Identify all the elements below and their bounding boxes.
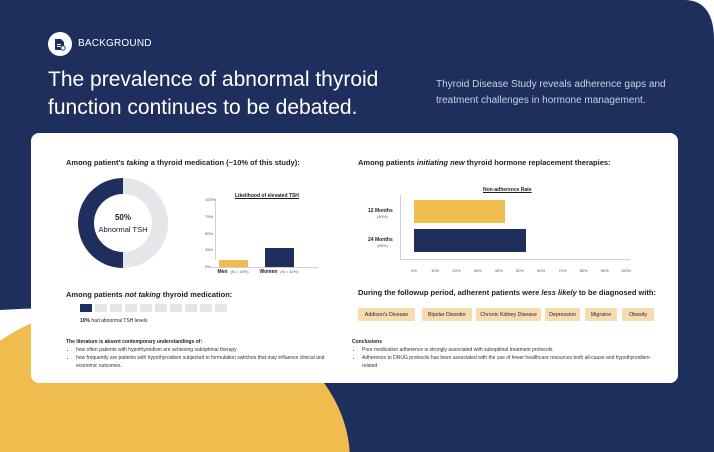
- y-category-label: 12 Months: [368, 208, 393, 214]
- x-tick-label: 60%: [537, 268, 546, 273]
- condition-chip: Depression: [545, 308, 580, 321]
- x-tick-label: 50%: [515, 268, 525, 273]
- condition-chip: Obesity: [622, 308, 654, 321]
- non-adherence-bar: [414, 200, 505, 223]
- list-item: • Poor medication adherence is strongly associated with suboptimal treatment protocols.: [362, 346, 652, 354]
- taking-medication-heading: Among patient's taking a thyroid medication (~10% of this study):: [66, 158, 300, 167]
- page-subtitle: Thyroid Disease Study reveals adherence gaps and treatment challenges in hormone management.: [436, 79, 666, 106]
- empty-square: [95, 304, 107, 312]
- condition-chip: Migraine: [585, 308, 617, 321]
- not-taking-stat: 10% had abnormal TSH levels: [80, 318, 148, 324]
- non-adherence-baseline: [400, 259, 630, 260]
- non-adherence-axis: [400, 195, 401, 259]
- literature-list: [76, 346, 326, 370]
- empty-square: [185, 304, 197, 312]
- condition-chip: Addison's Disease: [358, 308, 415, 321]
- category-sub: (N = 42%): [280, 269, 299, 274]
- category-name: Men: [217, 269, 228, 275]
- document-icon: [48, 32, 72, 56]
- y-tick-label: 50%: [205, 230, 214, 236]
- non-adherence-chart-title: Non-adherence Rate: [483, 187, 532, 193]
- list-item: • how often patients with hypothyroidism are achieving suboptimal therapy: [76, 346, 326, 354]
- category-sub: (N = 15%): [230, 269, 249, 274]
- y-tick-label: 25%: [205, 247, 214, 253]
- empty-square: [200, 304, 212, 312]
- tsh-bar-women: [265, 248, 294, 267]
- condition-chip: Chronic Kidney Disease: [476, 308, 541, 321]
- section-label: BACKGROUND: [78, 38, 152, 49]
- filled-square: [80, 304, 92, 312]
- x-tick-label: 40%: [494, 268, 503, 273]
- tsh-chart-baseline: [206, 267, 318, 268]
- x-tick-label: 0%: [411, 268, 417, 273]
- empty-square: [140, 304, 152, 312]
- initiating-therapy-heading: Among patients initiating new thyroid hormone replacement therapies:: [358, 158, 611, 167]
- donut-percent: 50%: [114, 212, 131, 222]
- x-tick-label: 30%: [473, 268, 482, 273]
- page-title: The prevalence of abnormal thyroid function continues to be debated.: [48, 68, 379, 119]
- x-tick-label: 70%: [558, 268, 567, 273]
- empty-square: [170, 304, 182, 312]
- x-category-label: [217, 269, 248, 275]
- y-category-sub: (40%): [377, 214, 388, 219]
- x-tick-label: 90%: [600, 268, 609, 273]
- abnormal-tsh-donut: [78, 178, 168, 268]
- non-adherence-bar: [414, 229, 526, 252]
- list-item: • Adherence to DRUG protocols has been associated with the use of fewer healthcare resources both all-cause and hypothyroidism-related: [362, 354, 652, 370]
- y-category-sub: (65%): [377, 243, 388, 248]
- x-tick-label: 20%: [452, 268, 461, 273]
- tsh-chart-axis: [215, 198, 216, 260]
- x-tick-label: 100%: [620, 268, 632, 273]
- condition-chip: Bipolar Disorder: [422, 308, 472, 321]
- x-category-label: [259, 269, 298, 275]
- followup-heading: During the followup period, adherent patients were less likely to be diagnosed with:: [358, 288, 656, 297]
- empty-square: [125, 304, 137, 312]
- empty-square: [215, 304, 227, 312]
- tsh-bar-men: [219, 260, 248, 267]
- list-item: • how frequently are patients with hypothyroidism subjected to formulation switches that may influence clinical and economic outcomes.: [76, 354, 326, 370]
- y-tick-label: 75%: [205, 213, 214, 219]
- y-tick-label: 100%: [205, 197, 216, 202]
- y-category-label: 24 Months: [368, 237, 393, 243]
- category-name: Women: [259, 269, 278, 275]
- not-taking-heading: Among patients not taking thyroid medication:: [66, 290, 233, 299]
- x-tick-label: 10%: [431, 268, 440, 273]
- conclusions-list: [362, 346, 652, 370]
- empty-square: [110, 304, 122, 312]
- donut-label: Abnormal TSH: [98, 224, 148, 234]
- empty-square: [155, 304, 167, 312]
- literature-title: The literature is absent contemporary understandings of:: [66, 339, 203, 345]
- tsh-chart-title: Likelihood of elevated TSH: [235, 193, 299, 199]
- x-tick-label: 80%: [579, 268, 588, 273]
- conclusions-title: Conclusions: [352, 339, 383, 345]
